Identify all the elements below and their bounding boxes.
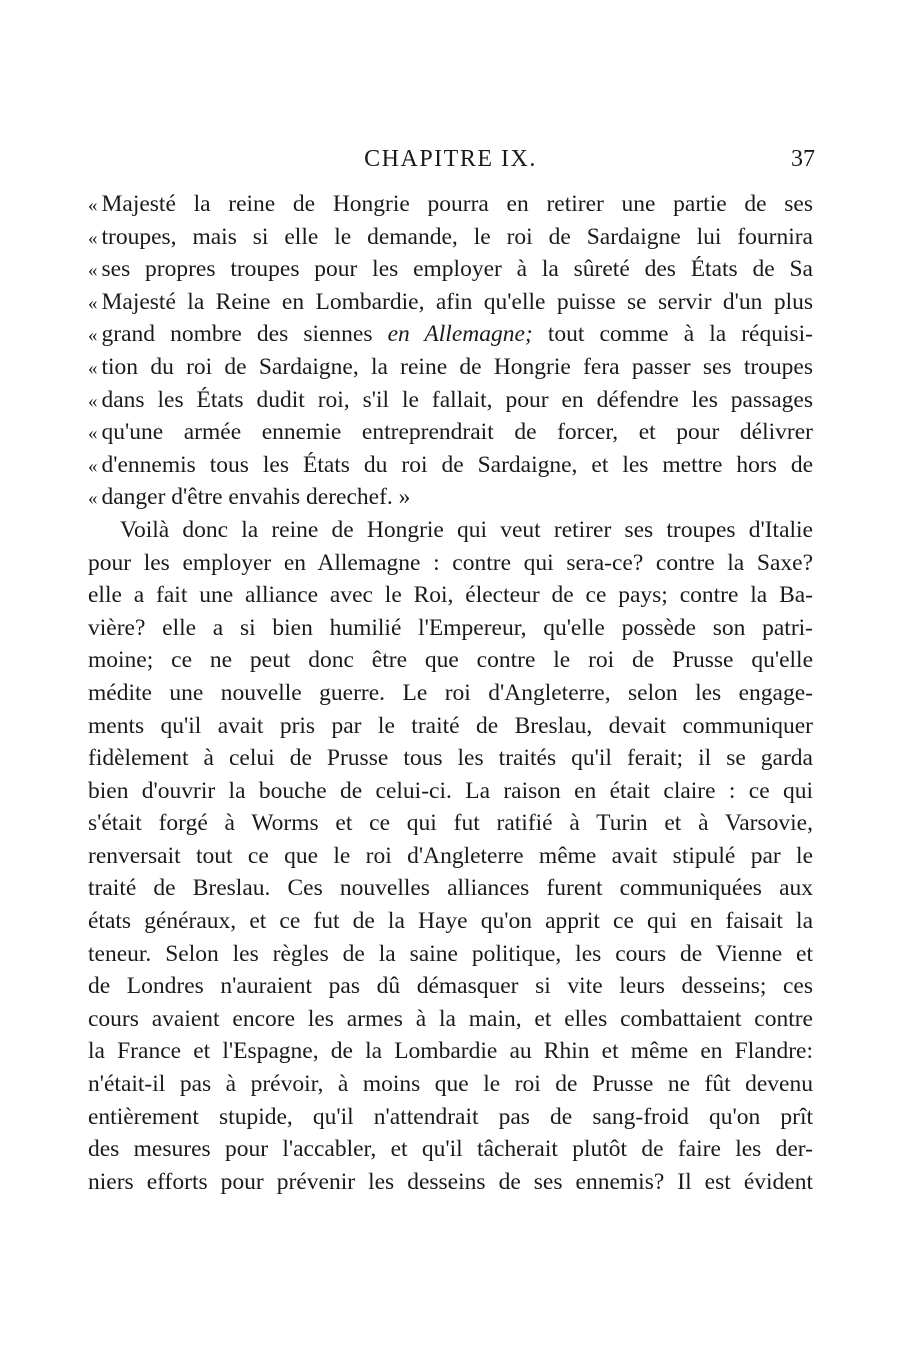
text-line: « danger d'être envahis derechef. »: [88, 484, 411, 511]
book-page: [88, 146, 813, 1198]
text-line: vière? elle a si bien humilié l'Empereur, qu'elle possède son patri-: [88, 614, 813, 641]
quote-mark: «: [88, 357, 98, 379]
text-line: « ses propres troupes pour les employer à la sûreté des États de Sa: [88, 256, 813, 283]
text-line: « Majesté la reine de Hongrie pourra en retirer une partie de ses: [88, 191, 813, 217]
text-line: traité de Breslau. Ces nouvelles alliances furent communiquées aux: [88, 875, 813, 902]
quote-mark: «: [88, 325, 98, 347]
quote-mark: «: [88, 423, 98, 445]
text-line: renversait tout ce que le roi d'Angleterre même avait stipulé par le: [88, 842, 813, 869]
text-line: médite une nouvelle guerre. Le roi d'Angleterre, selon les engage-: [88, 679, 813, 706]
text-line: « d'ennemis tous les États du roi de Sardaigne, et les mettre hors de: [88, 451, 813, 478]
text-line: entièrement stupide, qu'il n'attendrait pas de sang-froid qu'on prît: [88, 1103, 813, 1130]
body-paragraph: [88, 514, 813, 1198]
quote-mark: «: [88, 455, 98, 477]
text-line: elle a fait une alliance avec le Roi, électeur de ce pays; contre la Ba-: [88, 582, 813, 609]
quote-mark: «: [88, 488, 98, 510]
chapter-title: CHAPITRE IX.: [364, 146, 537, 172]
text-line: « dans les États dudit roi, s'il le fallait, pour en défendre les passages: [88, 386, 813, 413]
text-line: cours avaient encore les armes à la main, et elles combattaient contre: [88, 1005, 813, 1032]
quoted-treaty-text: [88, 188, 813, 514]
text-line: des mesures pour l'accabler, et qu'il tâcherait plutôt de faire les der-: [88, 1136, 813, 1163]
text-line: « tion du roi de Sardaigne, la reine de Hongrie fera passer ses troupes: [88, 353, 813, 380]
text-line: pour les employer en Allemagne : contre qui sera-ce? contre la Saxe?: [88, 549, 813, 576]
text-line: moine; ce ne peut donc être que contre le roi de Prusse qu'elle: [88, 647, 813, 674]
text-line: n'était-il pas à prévoir, à moins que le roi de Prusse ne fût devenu: [88, 1071, 813, 1098]
text-line: « troupes, mais si elle le demande, le roi de Sardaigne lui fournira: [88, 223, 813, 250]
text-line: niers efforts pour prévenir les desseins de ses ennemis? Il est évident: [88, 1168, 813, 1195]
text-line: « qu'une armée ennemie entreprendrait de forcer, et pour délivrer: [88, 419, 813, 446]
text-line: Voilà donc la reine de Hongrie qui veut retirer ses troupes d'Italie: [120, 516, 813, 543]
quote-mark: «: [88, 260, 98, 282]
text-line: de Londres n'auraient pas dû démasquer si vite leurs desseins; ces: [88, 973, 813, 1000]
text-line: teneur. Selon les règles de la saine politique, les cours de Vienne et: [88, 940, 813, 967]
text-line: la France et l'Espagne, de la Lombardie au Rhin et même en Flandre:: [88, 1038, 813, 1065]
text-line: bien d'ouvrir la bouche de celui-ci. La raison en était claire : ce qui: [88, 777, 813, 804]
quote-mark: «: [88, 390, 98, 412]
quote-mark: «: [88, 195, 98, 216]
text-line: « grand nombre des siennes en Allemagne; tout comme à la réquisi-: [88, 321, 814, 348]
quote-mark: «: [88, 227, 98, 249]
quote-mark: «: [88, 292, 98, 314]
text-line: états généraux, et ce fut de la Haye qu'on apprit ce qui en faisait la: [88, 908, 813, 935]
running-head: [88, 146, 813, 182]
text-line: « Majesté la Reine en Lombardie, afin qu'elle puisse se servir d'un plus: [88, 288, 813, 315]
text-line: fidèlement à celui de Prusse tous les traités qu'il ferait; il se garda: [88, 745, 813, 772]
italic-phrase: en Allemagne;: [387, 321, 533, 348]
text-line: ments qu'il avait pris par le traité de Breslau, devait communiquer: [88, 712, 813, 739]
page-number: 37: [791, 146, 815, 172]
text-line: s'était forgé à Worms et ce qui fut ratifié à Turin et à Varsovie,: [88, 810, 813, 837]
